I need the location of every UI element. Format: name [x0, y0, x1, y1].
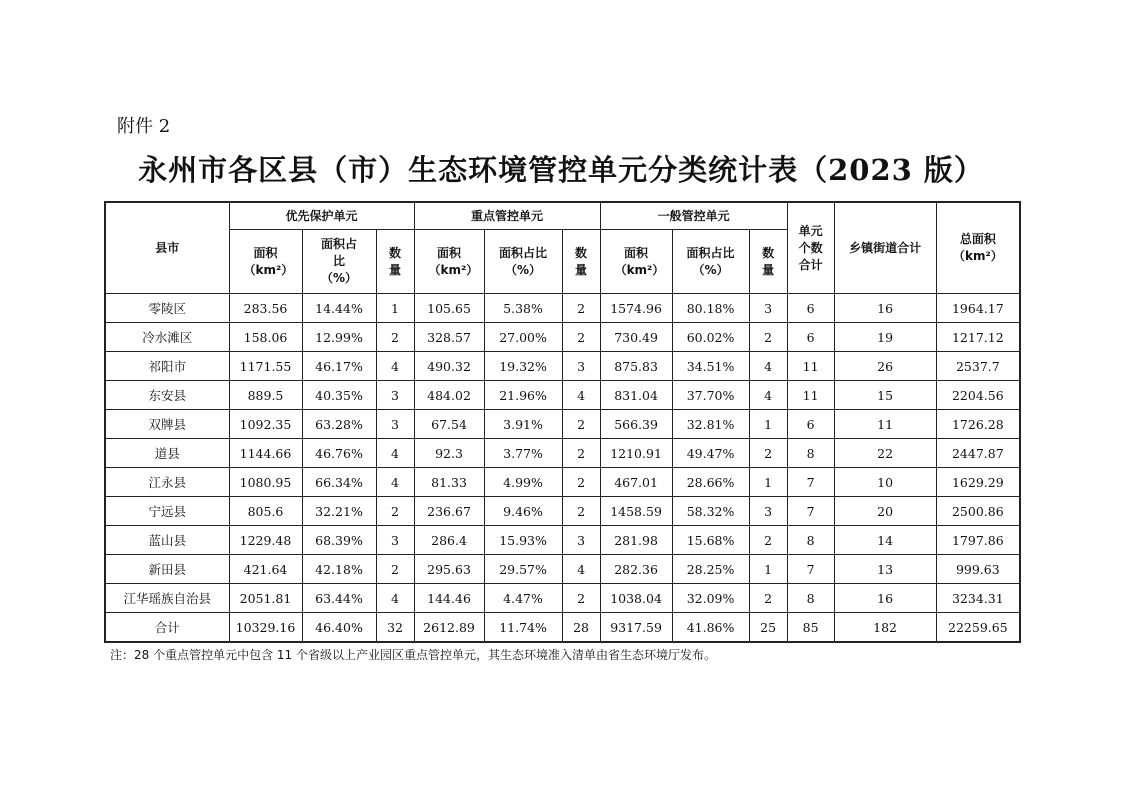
cell-towns: 11: [834, 410, 936, 439]
cell-g-count: 25: [749, 613, 787, 643]
cell-p-count: 4: [376, 439, 414, 468]
cell-p-area: 10329.16: [229, 613, 302, 643]
cell-k-ratio: 27.00%: [484, 323, 562, 352]
cell-g-ratio: 60.02%: [672, 323, 749, 352]
cell-g-ratio: 41.86%: [672, 613, 749, 643]
cell-p-count: 3: [376, 526, 414, 555]
cell-p-area: 158.06: [229, 323, 302, 352]
cell-g-area: 281.98: [600, 526, 672, 555]
cell-p-count: 4: [376, 468, 414, 497]
cell-g-area: 467.01: [600, 468, 672, 497]
cell-p-count: 32: [376, 613, 414, 643]
cell-name: 蓝山县: [105, 526, 229, 555]
cell-towns: 182: [834, 613, 936, 643]
cell-units: 7: [787, 497, 834, 526]
cell-g-ratio: 37.70%: [672, 381, 749, 410]
header-general-group: 一般管控单元: [600, 202, 787, 230]
cell-g-count: 2: [749, 584, 787, 613]
cell-p-ratio: 32.21%: [302, 497, 376, 526]
cell-p-area: 421.64: [229, 555, 302, 584]
cell-total: 999.63: [936, 555, 1020, 584]
cell-name: 新田县: [105, 555, 229, 584]
cell-k-count: 3: [562, 526, 600, 555]
cell-name: 冷水滩区: [105, 323, 229, 352]
cell-p-ratio: 46.76%: [302, 439, 376, 468]
cell-towns: 16: [834, 294, 936, 323]
cell-k-count: 2: [562, 294, 600, 323]
header-general-ratio: 面积占比（%）: [672, 230, 749, 294]
cell-p-area: 1171.55: [229, 352, 302, 381]
cell-g-ratio: 28.66%: [672, 468, 749, 497]
cell-name: 合计: [105, 613, 229, 643]
cell-units: 11: [787, 381, 834, 410]
table-row: [105, 613, 1020, 643]
cell-p-count: 1: [376, 294, 414, 323]
cell-p-ratio: 40.35%: [302, 381, 376, 410]
cell-g-area: 730.49: [600, 323, 672, 352]
cell-g-count: 4: [749, 381, 787, 410]
cell-k-count: 28: [562, 613, 600, 643]
cell-towns: 19: [834, 323, 936, 352]
cell-k-ratio: 5.38%: [484, 294, 562, 323]
cell-g-count: 2: [749, 439, 787, 468]
cell-towns: 16: [834, 584, 936, 613]
cell-g-count: 1: [749, 555, 787, 584]
cell-k-count: 2: [562, 439, 600, 468]
header-township: 乡镇街道合计: [834, 202, 936, 294]
cell-name: 江永县: [105, 468, 229, 497]
cell-name: 双牌县: [105, 410, 229, 439]
cell-g-ratio: 34.51%: [672, 352, 749, 381]
cell-g-area: 9317.59: [600, 613, 672, 643]
cell-p-area: 2051.81: [229, 584, 302, 613]
cell-towns: 10: [834, 468, 936, 497]
cell-k-ratio: 3.91%: [484, 410, 562, 439]
table-row: [105, 526, 1020, 555]
table-row: [105, 497, 1020, 526]
cell-p-ratio: 12.99%: [302, 323, 376, 352]
footnote: 注：28 个重点管控单元中包含 11 个省级以上产业园区重点管控单元，其生态环境准入清单由省生态环境厅发布。: [110, 648, 716, 662]
cell-total: 2500.86: [936, 497, 1020, 526]
cell-k-count: 4: [562, 381, 600, 410]
stats-table: [104, 201, 1021, 643]
table-row: [105, 555, 1020, 584]
cell-k-ratio: 29.57%: [484, 555, 562, 584]
cell-k-area: 490.32: [414, 352, 484, 381]
cell-p-count: 2: [376, 323, 414, 352]
cell-g-count: 1: [749, 410, 787, 439]
header-county: 县市: [105, 202, 229, 294]
cell-total: 1217.12: [936, 323, 1020, 352]
header-priority-area: 面积（km²）: [229, 230, 302, 294]
cell-towns: 14: [834, 526, 936, 555]
table-body: [105, 294, 1020, 643]
table-row: [105, 439, 1020, 468]
cell-p-area: 1080.95: [229, 468, 302, 497]
cell-units: 6: [787, 410, 834, 439]
cell-name: 东安县: [105, 381, 229, 410]
header-priority-ratio: 面积占比（%）: [302, 230, 376, 294]
cell-k-area: 484.02: [414, 381, 484, 410]
cell-g-ratio: 32.81%: [672, 410, 749, 439]
cell-k-area: 295.63: [414, 555, 484, 584]
cell-units: 8: [787, 439, 834, 468]
cell-p-count: 2: [376, 497, 414, 526]
cell-units: 7: [787, 468, 834, 497]
cell-p-ratio: 68.39%: [302, 526, 376, 555]
cell-k-area: 105.65: [414, 294, 484, 323]
cell-p-count: 4: [376, 584, 414, 613]
cell-g-area: 1210.91: [600, 439, 672, 468]
cell-p-ratio: 66.34%: [302, 468, 376, 497]
table-row: [105, 410, 1020, 439]
cell-p-ratio: 46.40%: [302, 613, 376, 643]
page-title: 永州市各区县（市）生态环境管控单元分类统计表（2023 版）: [138, 153, 984, 187]
cell-g-area: 566.39: [600, 410, 672, 439]
cell-g-area: 875.83: [600, 352, 672, 381]
header-priority-count: 数量: [376, 230, 414, 294]
cell-p-area: 805.6: [229, 497, 302, 526]
cell-g-ratio: 15.68%: [672, 526, 749, 555]
table-row: [105, 323, 1020, 352]
cell-p-count: 2: [376, 555, 414, 584]
cell-units: 8: [787, 584, 834, 613]
header-priority-group: 优先保护单元: [229, 202, 414, 230]
cell-p-ratio: 42.18%: [302, 555, 376, 584]
cell-g-count: 1: [749, 468, 787, 497]
cell-g-ratio: 58.32%: [672, 497, 749, 526]
cell-total: 22259.65: [936, 613, 1020, 643]
cell-total: 1726.28: [936, 410, 1020, 439]
cell-k-ratio: 3.77%: [484, 439, 562, 468]
table-row: [105, 468, 1020, 497]
cell-towns: 22: [834, 439, 936, 468]
cell-total: 2447.87: [936, 439, 1020, 468]
cell-k-area: 2612.89: [414, 613, 484, 643]
cell-k-ratio: 21.96%: [484, 381, 562, 410]
header-key-count: 数量: [562, 230, 600, 294]
cell-total: 1964.17: [936, 294, 1020, 323]
cell-towns: 20: [834, 497, 936, 526]
cell-g-count: 2: [749, 323, 787, 352]
cell-g-area: 1038.04: [600, 584, 672, 613]
cell-g-count: 4: [749, 352, 787, 381]
cell-p-ratio: 14.44%: [302, 294, 376, 323]
cell-k-area: 328.57: [414, 323, 484, 352]
cell-p-count: 3: [376, 410, 414, 439]
cell-p-ratio: 63.28%: [302, 410, 376, 439]
cell-g-ratio: 32.09%: [672, 584, 749, 613]
cell-units: 6: [787, 294, 834, 323]
cell-g-count: 3: [749, 294, 787, 323]
cell-units: 7: [787, 555, 834, 584]
cell-units: 11: [787, 352, 834, 381]
header-general-area: 面积（km²）: [600, 230, 672, 294]
cell-k-ratio: 9.46%: [484, 497, 562, 526]
cell-name: 道县: [105, 439, 229, 468]
cell-k-area: 92.3: [414, 439, 484, 468]
cell-p-area: 283.56: [229, 294, 302, 323]
cell-k-ratio: 15.93%: [484, 526, 562, 555]
cell-k-ratio: 19.32%: [484, 352, 562, 381]
cell-k-ratio: 4.99%: [484, 468, 562, 497]
cell-g-area: 282.36: [600, 555, 672, 584]
cell-p-count: 3: [376, 381, 414, 410]
cell-g-count: 2: [749, 526, 787, 555]
cell-p-area: 889.5: [229, 381, 302, 410]
cell-g-area: 1574.96: [600, 294, 672, 323]
cell-name: 祁阳市: [105, 352, 229, 381]
cell-units: 85: [787, 613, 834, 643]
table-row: [105, 294, 1020, 323]
cell-total: 2537.7: [936, 352, 1020, 381]
header-general-count: 数量: [749, 230, 787, 294]
header-row-groups: [105, 202, 1020, 230]
cell-k-count: 2: [562, 468, 600, 497]
cell-name: 江华瑶族自治县: [105, 584, 229, 613]
table-row: [105, 584, 1020, 613]
cell-p-ratio: 46.17%: [302, 352, 376, 381]
cell-k-area: 236.67: [414, 497, 484, 526]
header-key-ratio: 面积占比（%）: [484, 230, 562, 294]
cell-k-ratio: 11.74%: [484, 613, 562, 643]
annex-label: 附件 2: [117, 116, 171, 137]
cell-p-area: 1144.66: [229, 439, 302, 468]
header-key-group: 重点管控单元: [414, 202, 600, 230]
cell-g-ratio: 49.47%: [672, 439, 749, 468]
cell-p-ratio: 63.44%: [302, 584, 376, 613]
cell-p-area: 1229.48: [229, 526, 302, 555]
cell-total: 3234.31: [936, 584, 1020, 613]
cell-k-ratio: 4.47%: [484, 584, 562, 613]
cell-units: 6: [787, 323, 834, 352]
cell-total: 1797.86: [936, 526, 1020, 555]
cell-p-count: 4: [376, 352, 414, 381]
cell-units: 8: [787, 526, 834, 555]
header-key-area: 面积（km²）: [414, 230, 484, 294]
cell-total: 2204.56: [936, 381, 1020, 410]
table-row: [105, 381, 1020, 410]
cell-towns: 15: [834, 381, 936, 410]
header-total-area: 总面积（km²）: [936, 202, 1020, 294]
cell-towns: 26: [834, 352, 936, 381]
cell-k-count: 2: [562, 584, 600, 613]
cell-k-count: 4: [562, 555, 600, 584]
cell-k-area: 286.4: [414, 526, 484, 555]
cell-k-count: 3: [562, 352, 600, 381]
cell-name: 宁远县: [105, 497, 229, 526]
cell-k-count: 2: [562, 497, 600, 526]
cell-g-count: 3: [749, 497, 787, 526]
cell-name: 零陵区: [105, 294, 229, 323]
cell-k-count: 2: [562, 410, 600, 439]
cell-g-area: 831.04: [600, 381, 672, 410]
header-unit-count: 单元个数合计: [787, 202, 834, 294]
cell-g-area: 1458.59: [600, 497, 672, 526]
cell-g-ratio: 28.25%: [672, 555, 749, 584]
cell-g-ratio: 80.18%: [672, 294, 749, 323]
cell-k-count: 2: [562, 323, 600, 352]
cell-towns: 13: [834, 555, 936, 584]
cell-k-area: 81.33: [414, 468, 484, 497]
cell-total: 1629.29: [936, 468, 1020, 497]
table-row: [105, 352, 1020, 381]
cell-k-area: 67.54: [414, 410, 484, 439]
cell-k-area: 144.46: [414, 584, 484, 613]
cell-p-area: 1092.35: [229, 410, 302, 439]
